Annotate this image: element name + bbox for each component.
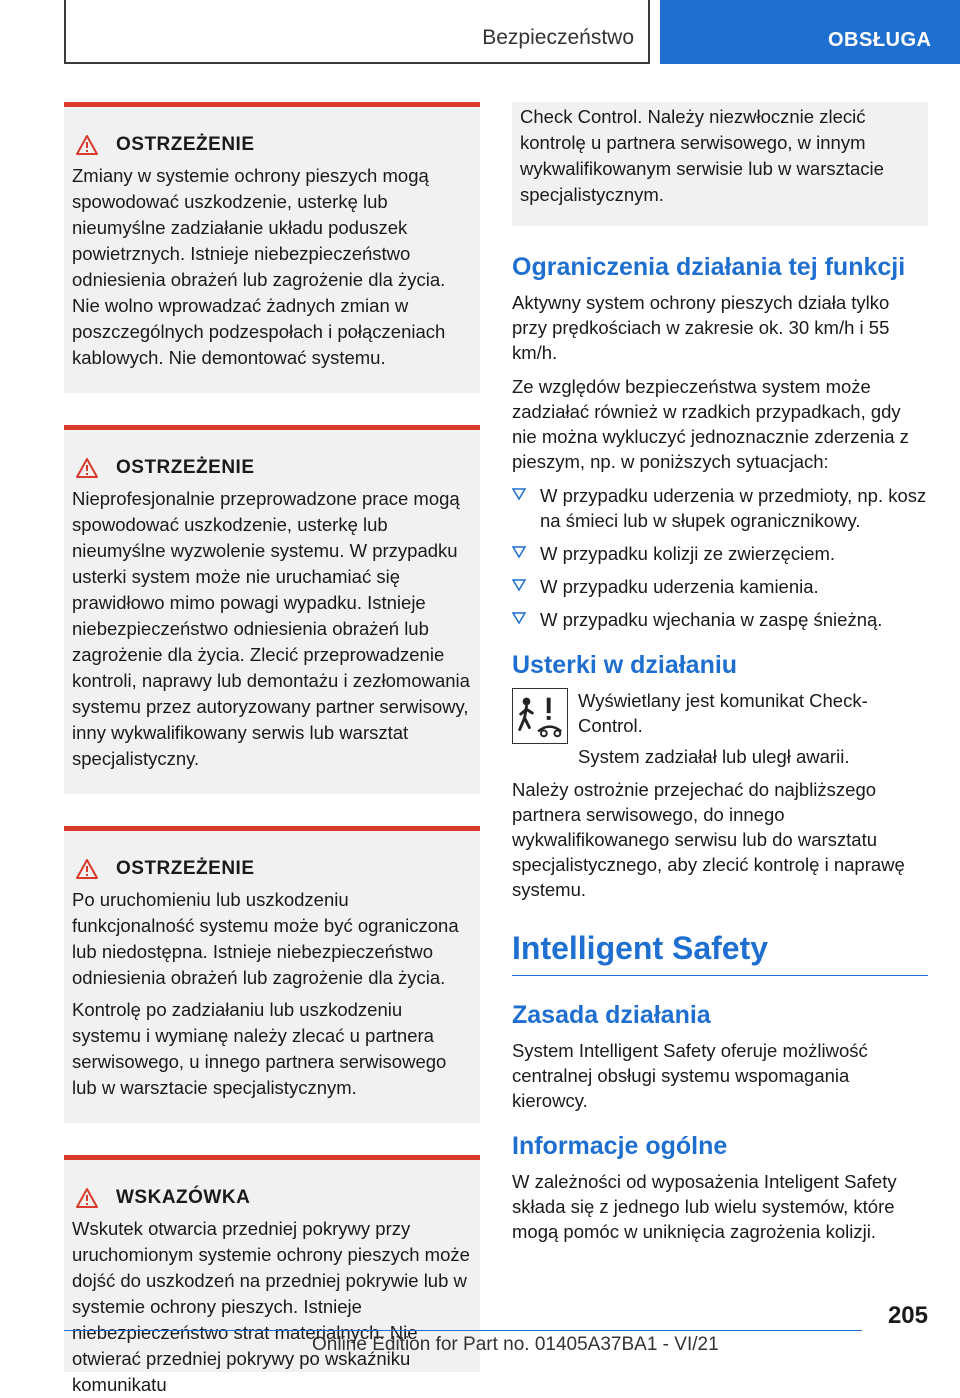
faults-heading: Usterki w działaniu (512, 651, 738, 679)
bullet-triangle-icon (512, 611, 526, 625)
warning-box-3 (64, 826, 480, 1123)
intelligent-safety-title: Intelligent Safety (512, 930, 928, 976)
warning-text: Po uruchomieniu lub uszkodzeniu funkcjonalność systemu może być ograniczona lub niedostępna. Istnieje niebezpieczeństwo odniesienia obrażeń lub zagrożenie dla życia. (72, 889, 459, 988)
principle-paragraph: System Intelligent Safety oferuje możliwość centralnej obsługi systemu wspomagania kierowcy. (512, 1040, 868, 1111)
warning-title: OSTRZEŻENIE (116, 858, 255, 879)
header-chapter-tab (660, 0, 960, 64)
warning-triangle-icon (76, 135, 98, 155)
limits-paragraph-2: Ze względów bezpieczeństwa system może zadziałać również w rzadkich przypadkach, gdy nie można wykluczyć jednoznacznie zderzenia z pieszym, np. w poniższych sytuacjach: (512, 376, 909, 472)
list-item: W przypadku uderzenia w przedmioty, np. kosz na śmieci lub w słupek ogranicznikowy. (512, 483, 928, 533)
notice-continuation-text: Check Control. Należy niezwłocznie zlecić kontrolę u partnera serwisowego, w innym wykwalifikowanym serwisie lub w warsztacie specjalistycznym. (520, 106, 884, 205)
warning-box-1 (64, 102, 480, 393)
page-number: 205 (887, 1302, 928, 1329)
bullet-triangle-icon (512, 487, 526, 501)
check-control-status: System zadziałał lub uległ awarii. (578, 746, 850, 767)
bullet-triangle-icon (512, 545, 526, 559)
footer-divider (64, 1330, 862, 1331)
notice-text: Wskutek otwarcia przedniej pokrywy przy uruchomionym systemie ochrony pieszych może dojść do uszkodzeń na przedniej pokrywie lub w systemie ochrony pieszych. Istnieje niebezpieczeństwo strat materialnych. Nie otwierać przedniej pokrywy po wskaźniku komunikatu (72, 1218, 470, 1395)
bullet-triangle-icon (512, 578, 526, 592)
notice-title: WSKAZÓWKA (116, 1187, 251, 1208)
limits-heading: Ograniczenia działania tej funkcji (512, 253, 906, 281)
left-column (64, 102, 480, 1395)
warning-text: Kontrolę po zadziałaniu lub uszkodzeniu systemu i wymianę należy zlecać u partnera serwisowego, u innego partnera serwisowego lub w warsztacie specjalistycznym. (72, 999, 447, 1098)
warning-text: Nieprofesjonalnie przeprowadzone prace mogą spowodować uszkodzenie, usterkę lub nieumyślne wyzwolenie systemu. W przypadku usterki system może nie uruchamiać się prawidłowo mimo powagi wypadku. Istnieje niebezpieczeństwo odniesienia obrażeń lub zagrożenie dla życia. Zlecić przeprowadzenie kontroli, naprawy lub demontażu i zezłomowania systemu przez autoryzowany partner serwisowy, inny wykwalifikowany serwis lub warsztat specjalistyczny. (72, 488, 470, 769)
principle-heading: Zasada działania (512, 1001, 711, 1029)
faults-paragraph: Należy ostrożnie przejechać do najbliższego partnera serwisowego, do innego wykwalifikowanego serwisu lub do warsztatu specjalistycznego, aby zlecić kontrolę i naprawę systemu. (512, 779, 905, 900)
list-item: W przypadku wjechania w zaspę śnieżną. (512, 607, 928, 632)
list-item: W przypadku kolizji ze zwierzęciem. (512, 541, 928, 566)
warning-text: Zmiany w systemie ochrony pieszych mogą spowodować uszkodzenie, usterkę lub nieumyślne zadziałanie układu poduszek powietrznych. Istnieje niebezpieczeństwo odniesienia obrażeń lub zagrożenie dla życia. Nie wolno wprowadzać żadnych zmian w poszczególnych podzespołach i połączeniach kablowych. Nie demontować systemu. (72, 165, 446, 368)
warning-box-2 (64, 425, 480, 794)
header-section-title: Bezpieczeństwo (482, 26, 634, 49)
warning-triangle-icon (76, 1188, 98, 1208)
check-control-row (512, 688, 928, 769)
warning-title: OSTRZEŻENIE (116, 457, 255, 478)
general-info-heading: Informacje ogólne (512, 1132, 728, 1160)
right-column (512, 102, 928, 1253)
limits-bullet-list (512, 483, 928, 632)
notice-continuation-box (512, 102, 928, 226)
list-item: W przypadku uderzenia kamienia. (512, 574, 928, 599)
warning-title: OSTRZEŻENIE (116, 134, 255, 155)
check-control-message: Wyświetlany jest komunikat Check-Control. (578, 690, 868, 736)
pedestrian-protection-warning-icon (512, 688, 568, 744)
footer-edition: Online Edition for Part no. 01405A37BA1 - VI/21 (312, 1334, 719, 1355)
header-chapter-label: OBSŁUGA (828, 29, 932, 51)
general-info-paragraph: W zależności od wyposażenia Inteligent Safety składa się z jednego lub wielu systemów, które mogą pomóc w uniknięcia zagrożenia kolizji. (512, 1171, 897, 1242)
warning-triangle-icon (76, 859, 98, 879)
warning-triangle-icon (76, 458, 98, 478)
header-section-box (64, 0, 650, 64)
limits-paragraph-1: Aktywny system ochrony pieszych działa tylko przy prędkościach w zakresie ok. 30 km/h i 55 km/h. (512, 292, 890, 363)
